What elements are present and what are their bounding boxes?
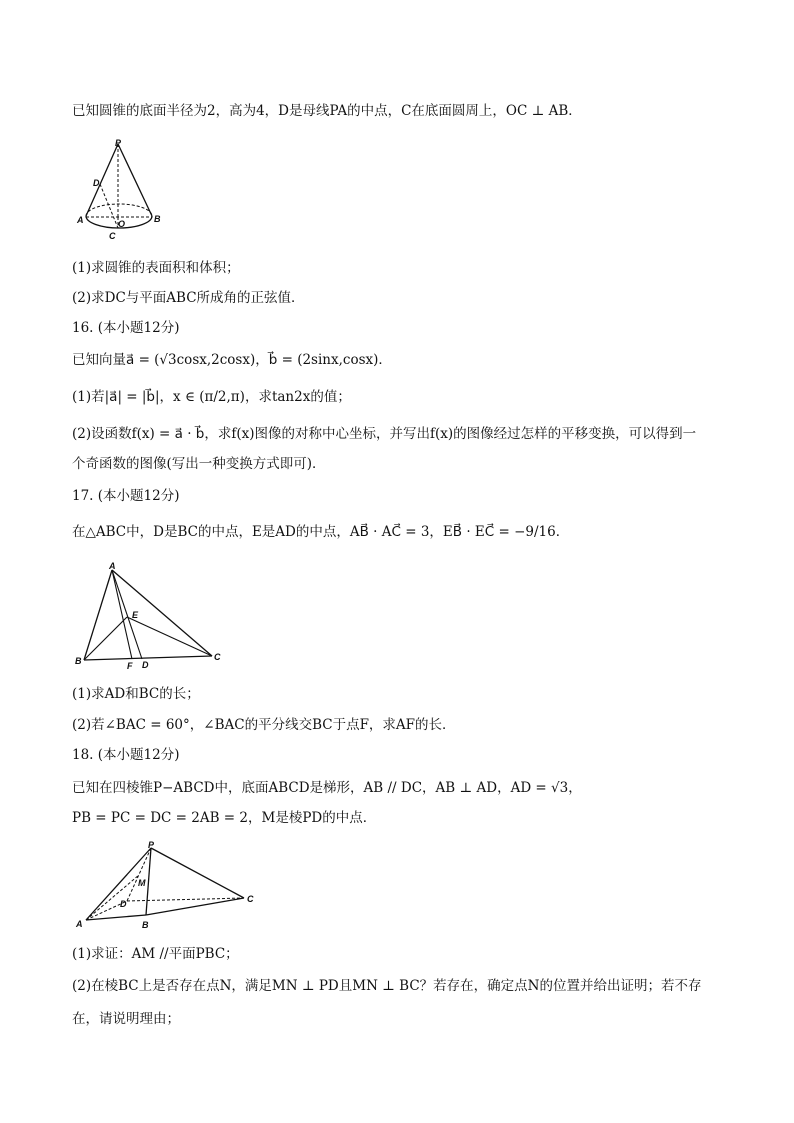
p18-question-2-line2: 在，请说明理由； <box>72 1011 180 1027</box>
cone-slant-pa <box>86 144 118 216</box>
pyr-label-c: C <box>247 894 254 904</box>
p16-question-2-line1: (2)设函数f(x) = a⃗ · b⃗，求f(x)图像的对称中心坐标，并写出f(x)的图像经过怎样的平移变换，可以得到一 <box>72 426 697 442</box>
p16-intro: 已知向量a⃗ = (√3cosx,2cosx)，b⃗ = (2sinx,cosx)． <box>72 352 392 368</box>
p15-question-1: (1)求圆锥的表面积和体积； <box>72 260 240 276</box>
tri-segment-ec <box>127 617 212 656</box>
p18-intro-line2: PB = PC = DC = 2AB = 2，M是棱PD的中点． <box>72 810 377 826</box>
pyr-edge-ab <box>86 915 146 920</box>
tri-label-d: D <box>142 660 149 670</box>
p16-header: 16. (本小题12分) <box>72 320 180 336</box>
pyr-label-m: M <box>138 878 146 888</box>
tri-label-b: B <box>75 656 82 666</box>
tri-label-f: F <box>127 661 133 670</box>
p16-question-1: (1)若|a⃗| = |b⃗|，x ∈ (π/2,π)，求tan2x的值； <box>72 389 351 405</box>
cone-label-p: P <box>115 138 122 148</box>
tri-segment-af <box>112 570 132 659</box>
p18-header: 18. (本小题12分) <box>72 747 180 763</box>
pyr-label-a: A <box>76 919 83 929</box>
cone-label-o: O <box>118 219 126 229</box>
pyr-edge-bc <box>146 898 244 915</box>
cone-label-d: D <box>93 178 100 188</box>
cone-figure <box>72 138 172 242</box>
tri-label-c: C <box>214 652 221 662</box>
p17-question-1: (1)求AD和BC的长； <box>72 686 200 702</box>
triangle-figure <box>72 560 232 670</box>
tri-label-e: E <box>132 610 139 620</box>
cone-label-b: B <box>154 214 161 224</box>
pyr-segment-am <box>86 875 139 920</box>
cone-label-c: C <box>109 231 116 241</box>
tri-label-a: A <box>109 561 116 571</box>
p17-intro: 在△ABC中，D是BC的中点，E是AD的中点，AB⃗ · AC⃗ = 3，EB⃗ · EC⃗ = −9/16． <box>72 524 570 540</box>
cone-base-back <box>86 204 152 216</box>
pyr-label-p: P <box>148 840 155 850</box>
p17-header: 17. (本小题12分) <box>72 488 180 504</box>
cone-slant-pb <box>118 144 152 216</box>
p15-intro: 已知圆锥的底面半径为2，高为4，D是母线PA的中点，C在底面圆周上，OC ⊥ AB． <box>72 103 582 119</box>
p18-intro-line1: 已知在四棱锥P−ABCD中，底面ABCD是梯形，AB // DC，AB ⊥ AD，AD = √3， <box>72 780 582 796</box>
p17-question-2: (2)若∠BAC = 60°，∠BAC的平分线交BC于点F，求AF的长． <box>72 717 456 733</box>
pyramid-figure <box>72 838 262 933</box>
p18-question-1: (1)求证：AM //平面PBC； <box>72 946 239 962</box>
pyr-label-d: D <box>120 899 127 909</box>
pyr-edge-pc <box>151 848 244 898</box>
pyr-label-b: B <box>142 920 149 930</box>
p16-question-2-line2: 个奇函数的图像(写出一种变换方式即可)． <box>72 456 326 472</box>
p15-question-2: (2)求DC与平面ABC所成角的正弦值． <box>72 290 305 306</box>
cone-label-a: A <box>77 215 84 225</box>
p18-question-2-line1: (2)在棱BC上是否存在点N，满足MN ⊥ PD且MN ⊥ BC？若存在，确定点N的位置并给出证明；若不存 <box>72 978 702 994</box>
